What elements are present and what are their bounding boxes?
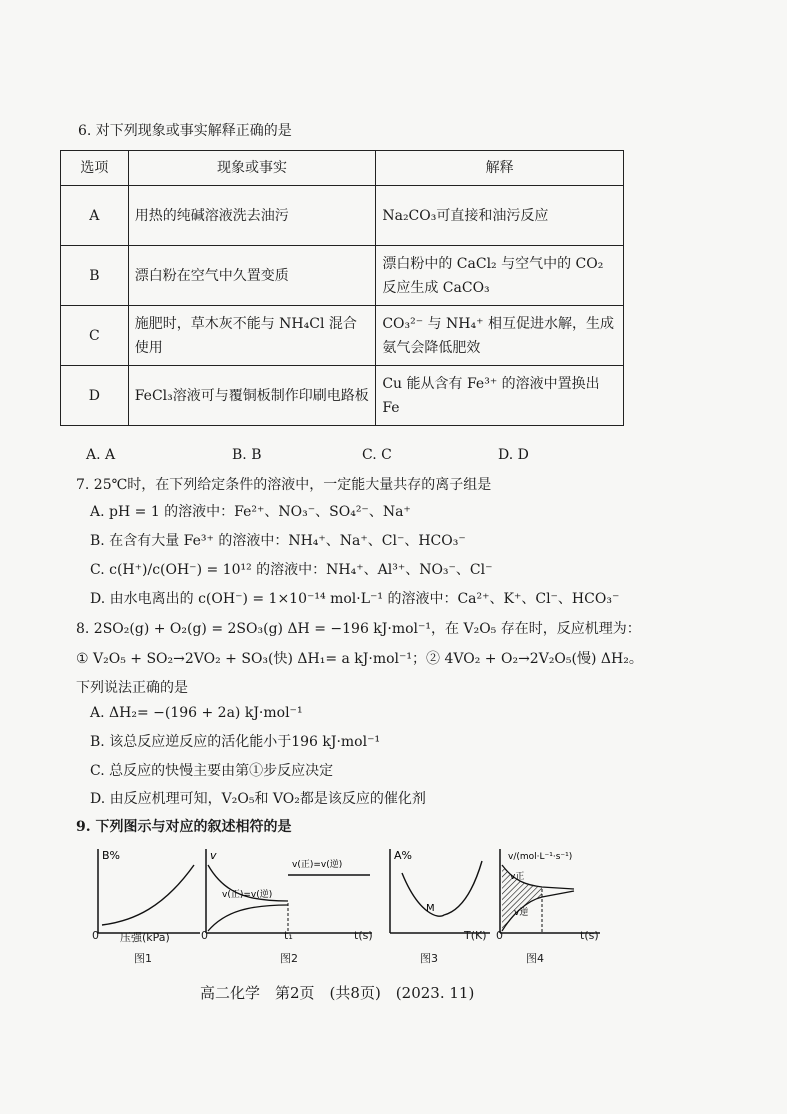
figure-4-xlabel: t(s) (580, 929, 599, 942)
figure-1-ylabel: B% (102, 849, 120, 862)
figure-4-lower: v逆 (514, 908, 529, 918)
figure-1-curve (102, 865, 194, 925)
table-row (61, 306, 624, 366)
q9-stem: 9. 下列图示与对应的叙述相符的是 (76, 819, 292, 835)
page-footer: 高二化学 第2页 (共8页) (2023. 11) (200, 984, 475, 1002)
q8-option-a: A. ΔH₂= −(196 + 2a) kJ·mol⁻¹ (90, 705, 303, 721)
figure-3-plot (384, 845, 494, 940)
q6-row-explain: Cu 能从含有 Fe³⁺ 的溶液中置换出 Fe (376, 366, 624, 426)
q8-prompt: 下列说法正确的是 (76, 680, 188, 696)
q6-table (60, 150, 624, 426)
q7-option-a: A. pH = 1 的溶液中：Fe²⁺、NO₃⁻、SO₄²⁻、Na⁺ (90, 504, 411, 520)
figure-2-caption: 图2 (280, 952, 298, 965)
q6-row-fact: 施肥时，草木灰不能与 NH₄Cl 混合使用 (128, 306, 376, 366)
q7-option-d: D. 由水电离出的 c(OH⁻) = 1×10⁻¹⁴ mol·L⁻¹ 的溶液中：Ca²⁺、K⁺、Cl⁻、HCO₃⁻ (90, 591, 620, 607)
table-row (61, 246, 624, 306)
figure-1-caption: 图1 (134, 952, 152, 965)
q6-choice-b: B. B (232, 447, 262, 463)
q7-option-c: C. c(H⁺)/c(OH⁻) = 10¹² 的溶液中：NH₄⁺、Al³⁺、NO₃⁻、Cl⁻ (90, 562, 493, 578)
figure-3-point: M (426, 903, 435, 914)
figure-1-origin: 0 (92, 929, 99, 942)
q8-option-d: D. 由反应机理可知，V₂O₅和 VO₂都是该反应的催化剂 (90, 791, 426, 807)
q6-row-fact: 用热的纯碱溶液洗去油污 (128, 186, 376, 246)
figure-4-ylabel: v/(mol·L⁻¹·s⁻¹) (508, 852, 573, 862)
figure-1-plot (84, 845, 204, 940)
figure-2-eq1: v(正)=v(逆) (222, 890, 273, 900)
q6-choice-a: A. A (86, 447, 116, 463)
q6-row-option: C (61, 306, 129, 366)
q6-row-option: B (61, 246, 129, 306)
q6-stem: 6. 对下列现象或事实解释正确的是 (78, 123, 292, 139)
q8-option-b: B. 该总反应逆反应的活化能小于196 kJ·mol⁻¹ (90, 734, 381, 750)
q8-mechanism: ① V₂O₅ + SO₂→2VO₂ + SO₃(快) ΔH₁= a kJ·mol⁻¹；② 4VO₂ + O₂→2V₂O₅(慢) ΔH₂。 (76, 651, 643, 667)
q6-header-option: 选项 (61, 151, 129, 186)
figure-4-plot (494, 845, 604, 940)
figure-1-xlabel: 压强(kPa) (120, 931, 170, 944)
figure-4-caption: 图4 (526, 952, 544, 965)
q6-row-fact: FeCl₃溶液可与覆铜板制作印刷电路板 (128, 366, 376, 426)
q6-row-explain: CO₃²⁻ 与 NH₄⁺ 相互促进水解，生成氨气会降低肥效 (376, 306, 624, 366)
figure-3-xlabel: T(K) (464, 929, 487, 942)
q6-choice-d: D. D (498, 447, 529, 463)
q7-stem: 7. 25℃时，在下列给定条件的溶液中，一定能大量共存的离子组是 (76, 477, 492, 493)
q8-stem: 8. 2SO₂(g) + O₂(g) = 2SO₃(g) ΔH = −196 kJ·mol⁻¹，在 V₂O₅ 存在时，反应机理为： (76, 621, 641, 637)
q6-choice-c: C. C (362, 447, 392, 463)
figure-3-caption: 图3 (420, 952, 438, 965)
q6-header-row (61, 151, 624, 186)
figure-2-plot (200, 845, 375, 940)
q6-row-option: D (61, 366, 129, 426)
figure-3-ylabel: A% (394, 849, 412, 862)
q6-header-explain: 解释 (376, 151, 624, 186)
figure-4-origin: 0 (496, 929, 503, 942)
figure-2-ylabel: v (210, 849, 217, 862)
q6-row-explain: Na₂CO₃可直接和油污反应 (376, 186, 624, 246)
figure-2-eq2: v(正)=v(逆) (292, 860, 343, 870)
q6-row-explain: 漂白粉中的 CaCl₂ 与空气中的 CO₂ 反应生成 CaCO₃ (376, 246, 624, 306)
figure-2-origin: 0 (201, 929, 208, 942)
q7-option-b: B. 在含有大量 Fe³⁺ 的溶液中：NH₄⁺、Na⁺、Cl⁻、HCO₃⁻ (90, 533, 466, 549)
figure-4-upper: v正 (510, 872, 525, 882)
figure-2-t1: t₁ (284, 929, 293, 942)
figure-3-curve (402, 861, 482, 916)
figure-2-xlabel: t(s) (354, 929, 373, 942)
q6-row-fact: 漂白粉在空气中久置变质 (128, 246, 376, 306)
q8-option-c: C. 总反应的快慢主要由第①步反应决定 (90, 763, 334, 779)
table-row (61, 366, 624, 426)
table-row (61, 186, 624, 246)
q6-header-fact: 现象或事实 (128, 151, 376, 186)
q6-row-option: A (61, 186, 129, 246)
